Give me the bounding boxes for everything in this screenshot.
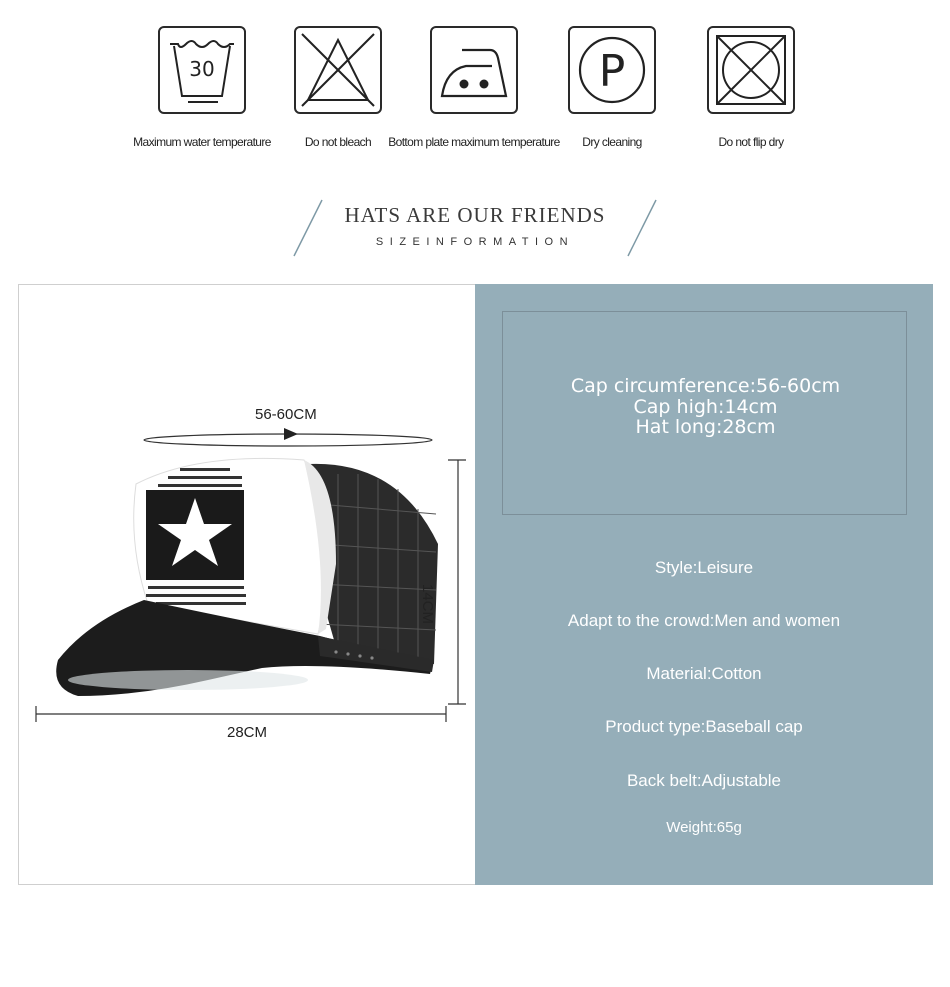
circumference-label: 56-60CM <box>255 406 317 423</box>
dim-circumference: Cap circumference:56-60cm <box>570 375 841 397</box>
spec-back-belt: Back belt:Adjustable <box>626 771 782 790</box>
do-not-bleach-icon <box>294 26 382 114</box>
dim-length: Hat long:28cm <box>635 416 776 438</box>
circumference-arrow <box>284 428 298 440</box>
care-label-tumble: Do not flip dry <box>718 135 784 149</box>
spec-style: Style:Leisure <box>654 558 754 577</box>
wash-30-icon <box>158 26 246 114</box>
care-label-iron: Bottom plate maximum temperature <box>388 135 560 149</box>
care-icons-row <box>0 0 950 170</box>
info-panel <box>475 284 933 885</box>
wash-temp-value: 30 <box>189 57 215 81</box>
heading-title: HATS ARE OUR FRIENDS <box>344 203 606 227</box>
dry-clean-letter: P <box>598 46 626 97</box>
cap-diagram <box>18 284 475 885</box>
heading-subtitle: SIZEINFORMATION <box>375 236 575 248</box>
dim-height: Cap high:14cm <box>633 396 778 418</box>
care-label-bleach: Do not bleach <box>304 135 372 149</box>
cap-illustration-area <box>18 284 475 885</box>
spec-weight: Weight:65g <box>666 819 742 836</box>
iron-two-dots-icon <box>430 26 518 114</box>
do-not-tumble-dry-icon <box>707 26 795 114</box>
right-slash-decoration <box>624 196 664 260</box>
care-label-wash: Maximum water temperature <box>133 135 271 149</box>
dry-clean-p-icon <box>568 26 656 114</box>
height-label: 14CM <box>419 584 436 625</box>
care-item-tumble <box>661 26 841 149</box>
care-label-dryclean: Dry cleaning <box>582 135 642 149</box>
spec-material: Material:Cotton <box>646 664 762 683</box>
spec-crowd: Adapt to the crowd:Men and women <box>567 611 841 630</box>
spec-product-type: Product type:Baseball cap <box>605 717 803 736</box>
length-label: 28CM <box>227 724 268 741</box>
dimensions-box <box>502 311 907 515</box>
size-heading <box>0 196 950 266</box>
cap-shadow <box>68 670 308 690</box>
